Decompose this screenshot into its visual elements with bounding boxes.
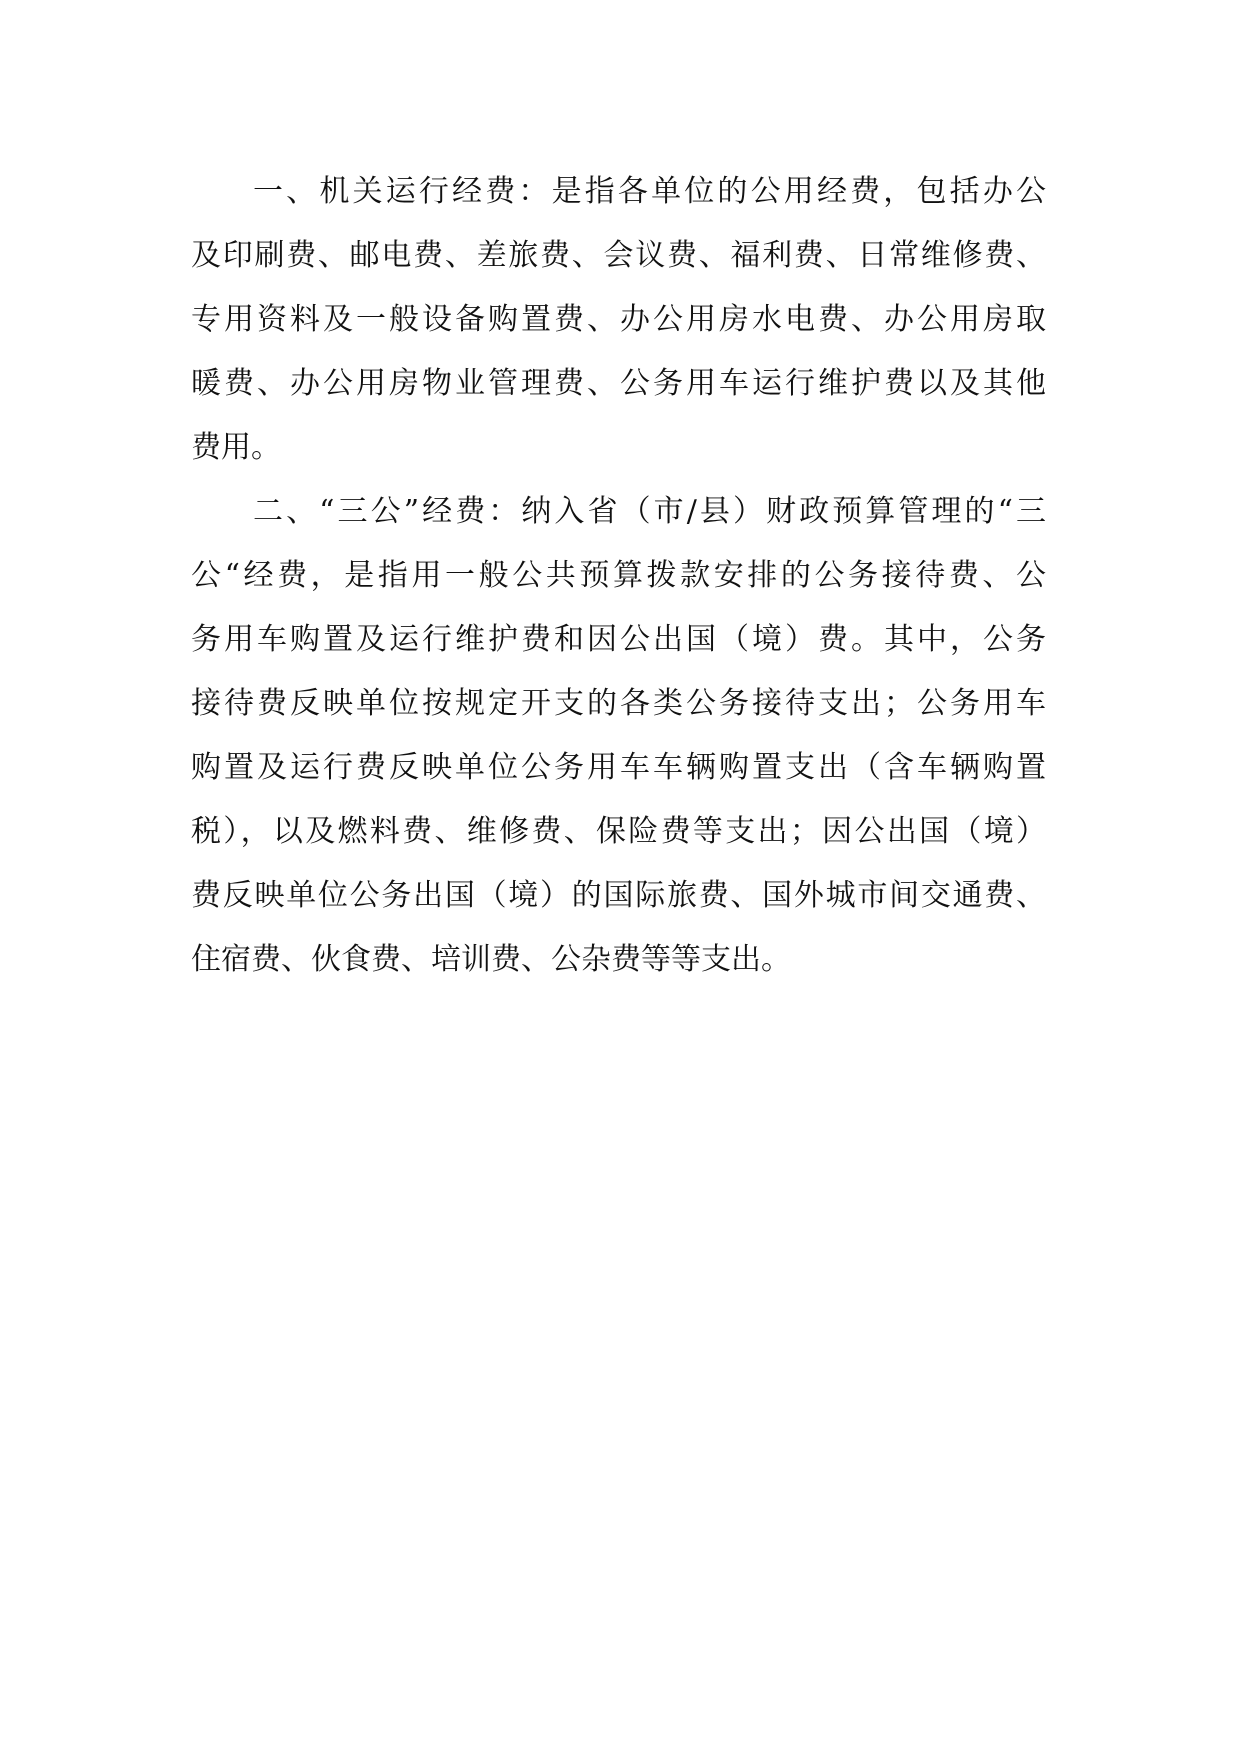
paragraph-line: 及印刷费、邮电费、差旅费、会议费、福利费、日常维修费、 bbox=[191, 238, 1046, 273]
paragraph-line: 公“经费，是指用一般公共预算拨款安排的公务接待费、公 bbox=[191, 558, 1046, 593]
paragraph-line: 税），以及燃料费、维修费、保险费等支出；因公出国（境） bbox=[191, 814, 1046, 849]
paragraph-operating-expenses bbox=[191, 160, 1046, 480]
paragraph-line: 一、机关运行经费：是指各单位的公用经费，包括办公 bbox=[253, 174, 1046, 209]
document-body bbox=[191, 160, 1046, 992]
paragraph-line: 二、“三公”经费：纳入省（市/县）财政预算管理的“三 bbox=[253, 494, 1046, 529]
paragraph-line: 费用。 bbox=[191, 430, 281, 465]
paragraph-line: 接待费反映单位按规定开支的各类公务接待支出；公务用车 bbox=[191, 686, 1046, 721]
paragraph-line: 住宿费、伙食费、培训费、公杂费等等支出。 bbox=[191, 942, 791, 977]
paragraph-line: 务用车购置及运行维护费和因公出国（境）费。其中，公务 bbox=[191, 622, 1046, 657]
paragraph-line: 费反映单位公务出国（境）的国际旅费、国外城市间交通费、 bbox=[191, 878, 1046, 913]
paragraph-three-public-expenses bbox=[191, 480, 1046, 992]
paragraph-line: 购置及运行费反映单位公务用车车辆购置支出（含车辆购置 bbox=[191, 750, 1046, 785]
paragraph-line: 暖费、办公用房物业管理费、公务用车运行维护费以及其他 bbox=[191, 366, 1046, 401]
paragraph-line: 专用资料及一般设备购置费、办公用房水电费、办公用房取 bbox=[191, 302, 1046, 337]
